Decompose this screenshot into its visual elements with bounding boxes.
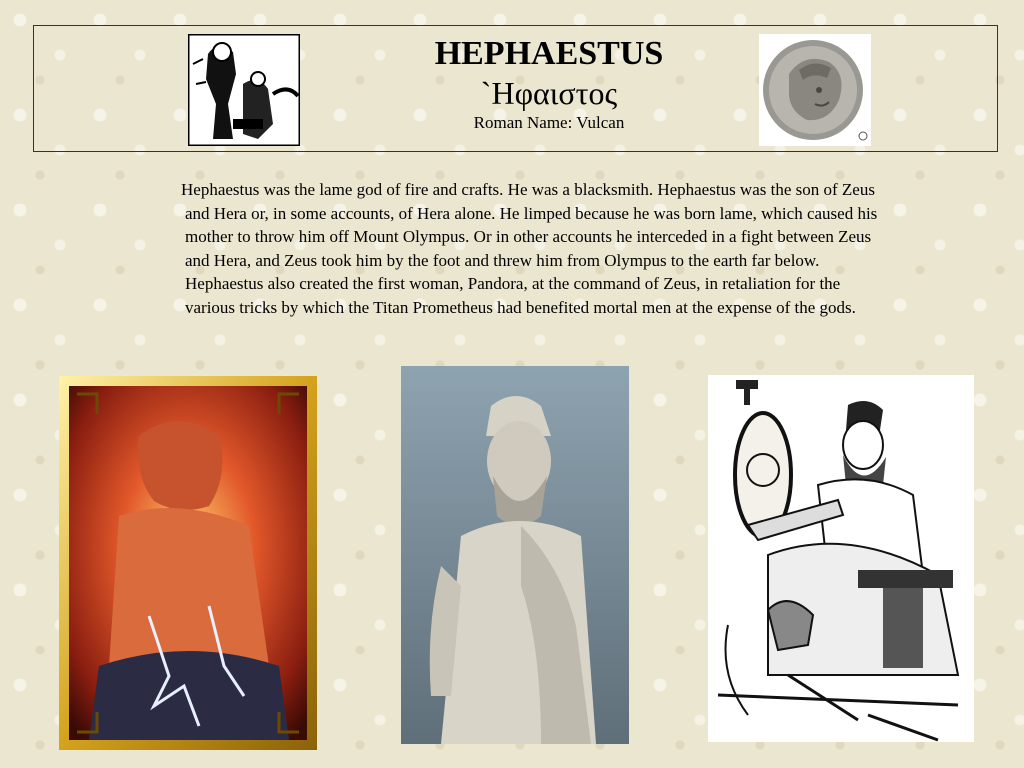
fire-painting-image — [59, 376, 317, 750]
header-box — [33, 25, 998, 152]
roman-name: Roman Name: Vulcan — [473, 113, 625, 132]
coin-image — [759, 34, 871, 146]
description-paragraph: Hephaestus was the lame god of fire and crafts. He was a blacksmith. Hephaestus was the son of Zeus and Hera or, in some accounts, of Hera alone. He limped because he was born lame, which caused his mother to throw him off Mount Olympus. Or in other accounts he interceded in a fight between Zeus and Hera, and Zeus took him by the foot and threw him from Olympus to the earth far below. Hephaestus also created the first woman, Pandora, at the command of Zeus, in retaliation for the various tricks by which the Titan Prometheus had benefited mortal men at the expense of the gods. — [181, 180, 878, 317]
title-block — [334, 34, 764, 134]
blacksmith-drawing-image — [188, 34, 300, 146]
engraving-image — [708, 375, 974, 742]
statue-image — [401, 366, 629, 744]
greek-name: `Ηφαιστος — [480, 75, 618, 111]
page-title: HEPHAESTUS — [434, 35, 664, 72]
